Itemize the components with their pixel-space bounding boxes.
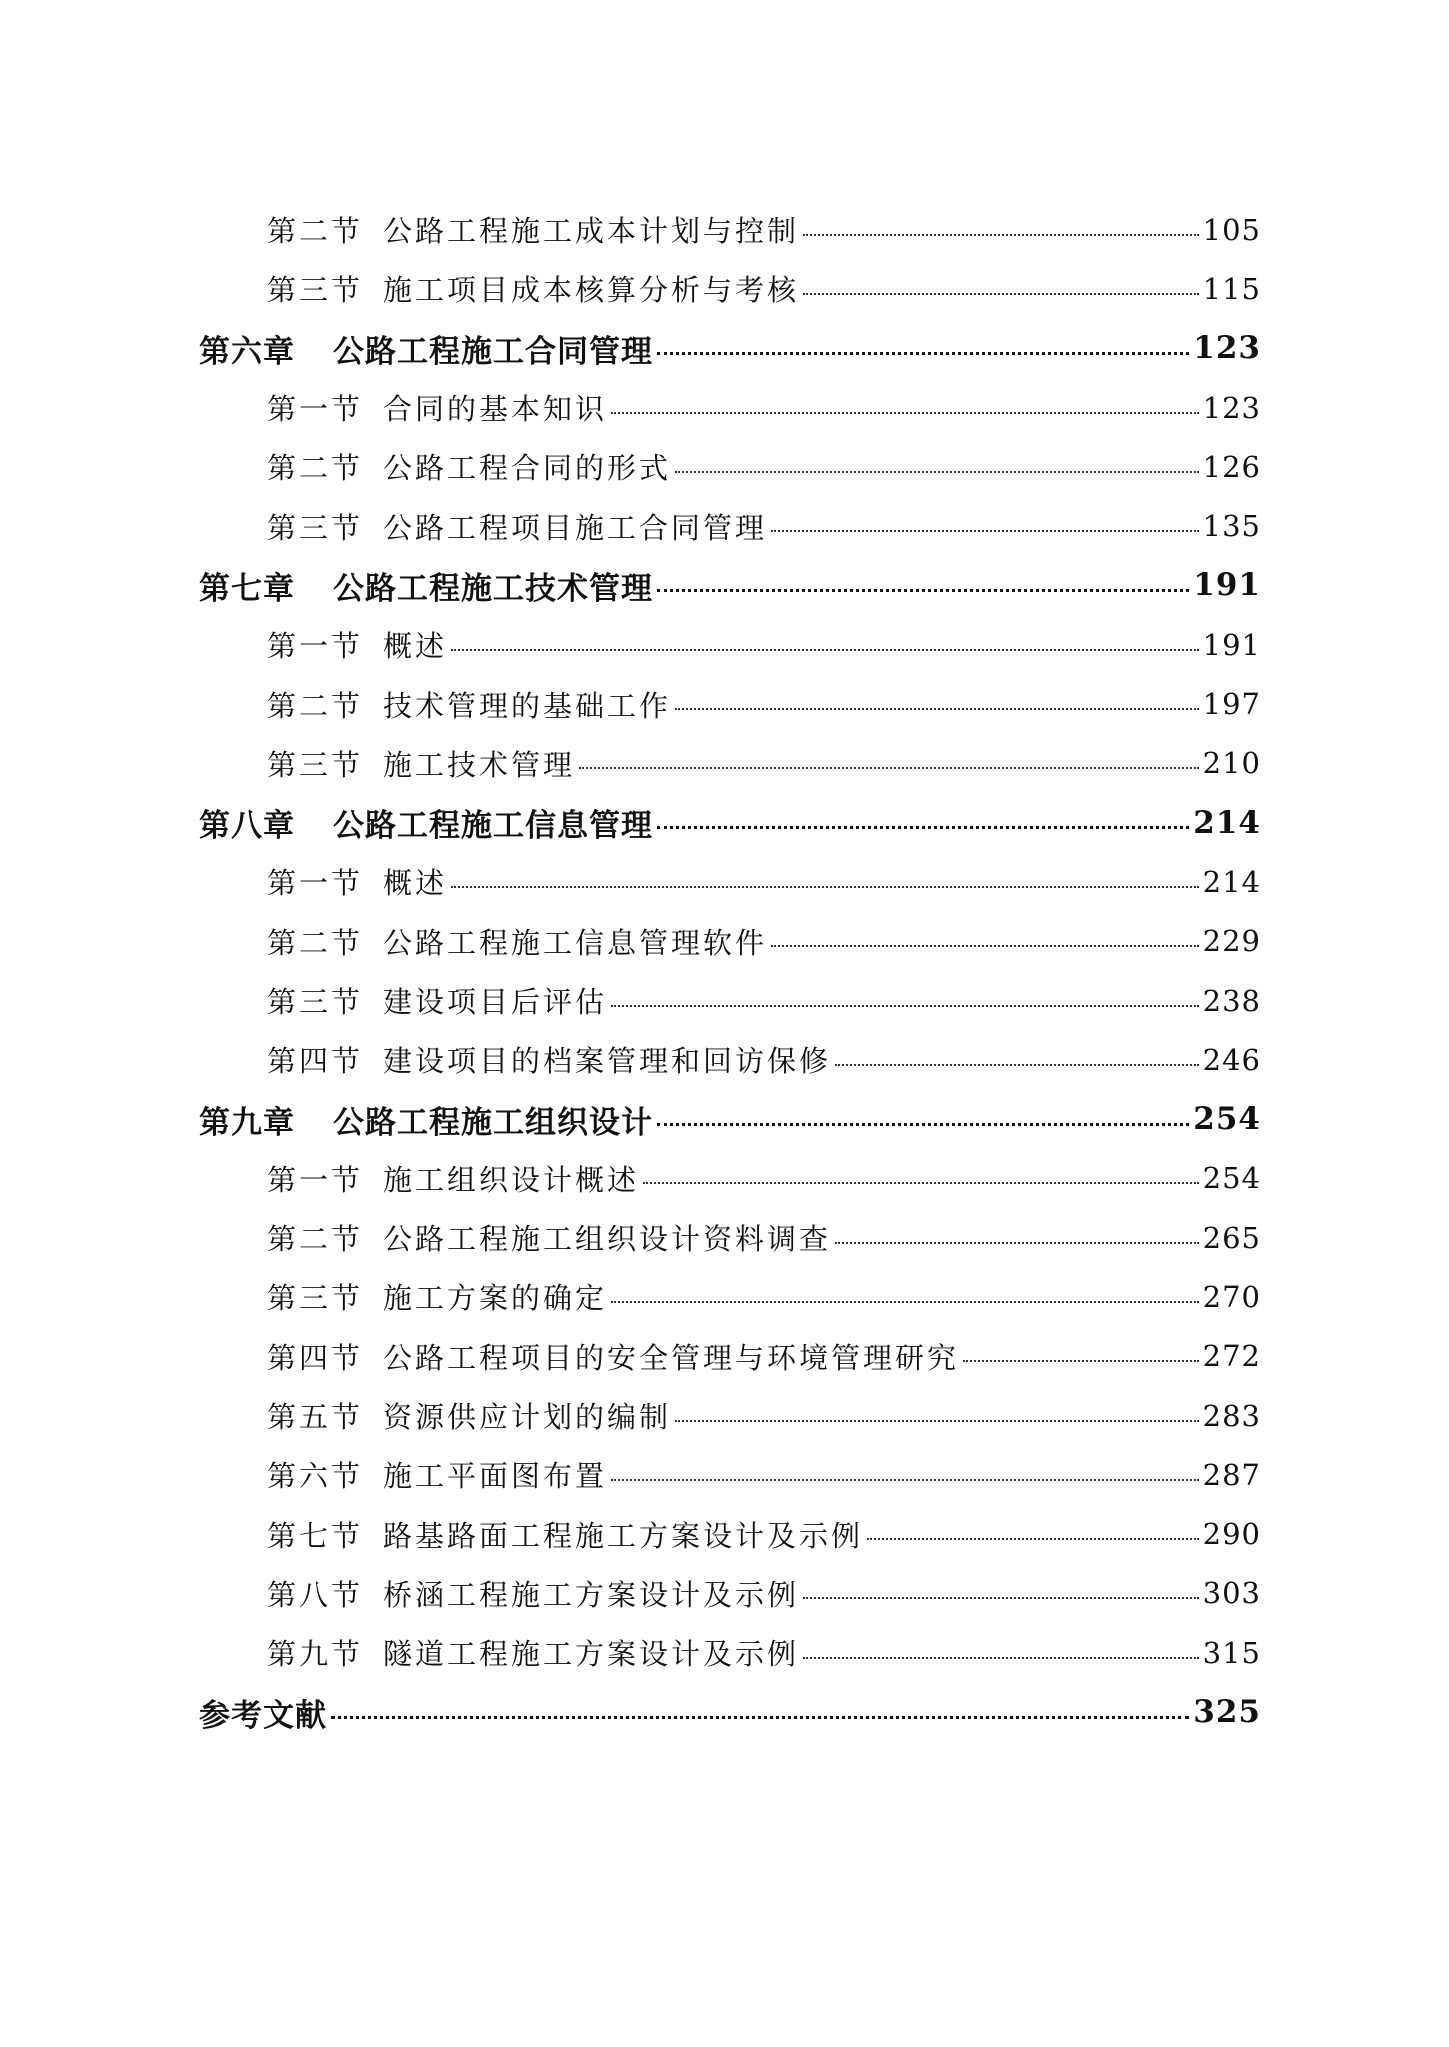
toc-entry-page: 123 [1193,330,1261,367]
toc-entry-label: 第三节 [267,1281,364,1316]
toc-entry-section[interactable] [0,1564,1261,1623]
toc-entry-title: 公路工程施工合同管理 [333,333,653,370]
dot-leader [657,826,1189,829]
toc-entry-section[interactable] [0,1149,1261,1208]
dot-leader [657,1123,1189,1126]
toc-entry-section[interactable] [0,496,1261,555]
dot-leader [643,1182,1199,1184]
toc-entry-title: 施工平面图布置 [383,1459,608,1494]
toc-entry-label: 第一节 [267,1162,364,1197]
toc-entry-section[interactable] [0,1623,1261,1682]
toc-entry-section[interactable] [0,1267,1261,1326]
toc-entry-section[interactable] [0,200,1261,259]
toc-entry-section[interactable] [0,912,1261,971]
toc-entry-label: 第八章 [199,808,295,845]
toc-entry-section[interactable] [0,1030,1261,1089]
dot-leader [451,649,1199,651]
toc-entry-page: 197 [1202,687,1261,722]
toc-entry-label: 第六节 [267,1459,364,1494]
toc-entry-page: 283 [1202,1398,1261,1433]
toc-entry-page: 315 [1202,1635,1261,1670]
toc-entry-label: 第五节 [267,1400,364,1435]
toc-entry-section[interactable] [0,615,1261,674]
dot-leader [675,1420,1199,1422]
toc-entry-page: 123 [1202,390,1261,425]
toc-entry-page: 214 [1193,804,1261,841]
toc-entry-section[interactable] [0,1505,1261,1564]
toc-entry-label: 第二节 [267,688,364,723]
dot-leader [675,471,1199,473]
toc-entry-label: 第三节 [267,747,364,782]
dot-leader [611,412,1199,414]
dot-leader [803,234,1199,236]
toc-entry-title: 合同的基本知识 [383,392,608,427]
toc-entry-title: 施工组织设计概述 [383,1162,640,1197]
toc-entry-chapter[interactable] [0,793,1261,852]
toc-entry-label: 第七节 [267,1518,364,1553]
toc-entry-section[interactable] [0,378,1261,437]
toc-entry-page: 210 [1202,746,1261,781]
toc-entry-title: 路基路面工程施工方案设计及示例 [383,1518,864,1553]
toc-entry-page: 135 [1202,509,1261,544]
toc-entry-chapter[interactable] [0,319,1261,378]
toc-entry-title: 公路工程合同的形式 [383,451,672,486]
toc-entry-page: 126 [1202,449,1261,484]
toc-entry-title: 建设项目后评估 [383,985,608,1019]
toc-entry-title: 公路工程项目的安全管理与环境管理研究 [383,1340,960,1375]
dot-leader [657,352,1189,355]
toc-entry-label: 第八节 [267,1577,364,1612]
dot-leader [675,708,1199,710]
dot-leader [657,589,1189,592]
dot-leader [867,1538,1199,1540]
toc-entry-section[interactable] [0,259,1261,318]
toc-entry-title: 公路工程施工组织设计 [333,1104,653,1141]
dot-leader [579,767,1199,769]
toc-entry-section[interactable] [0,1445,1261,1504]
toc-entry-page: 303 [1202,1576,1261,1611]
toc-entry-title: 施工方案的确定 [383,1281,608,1316]
toc-entry-label: 第一节 [267,629,364,664]
toc-entry-title: 施工技术管理 [383,747,576,782]
toc-entry-page: 105 [1202,212,1261,247]
toc-entry-title: 参考文献 [199,1697,327,1734]
toc-entry-section[interactable] [0,734,1261,793]
toc-entry-title: 公路工程施工信息管理 [333,808,653,845]
dot-leader [611,1479,1199,1481]
dot-leader [835,1064,1199,1066]
toc-entry-chapter[interactable] [0,1089,1261,1148]
toc-entry-label: 第三节 [267,985,364,1019]
toc-entry-page: 229 [1202,924,1261,959]
table-of-contents [0,200,1449,1742]
toc-entry-title: 公路工程施工技术管理 [333,570,653,607]
dot-leader [835,1242,1199,1244]
toc-entry-page: 246 [1202,1042,1261,1077]
dot-leader [803,1597,1199,1599]
toc-entry-label: 第三节 [267,510,364,545]
toc-entry-label: 第三节 [267,273,364,308]
toc-entry-section[interactable] [0,971,1261,1030]
toc-entry-section[interactable] [0,1386,1261,1445]
toc-entry-label: 第一节 [267,866,364,901]
toc-entry-title: 隧道工程施工方案设计及示例 [383,1637,800,1672]
toc-entry-page: 265 [1202,1220,1261,1255]
toc-entry-section[interactable] [0,1327,1261,1386]
toc-entry-page: 290 [1202,1517,1261,1552]
toc-entry-section[interactable] [0,674,1261,733]
toc-entry-title: 技术管理的基础工作 [383,688,672,723]
dot-leader [771,945,1199,947]
dot-leader [451,886,1199,888]
dot-leader [771,530,1199,532]
toc-entry-page: 191 [1193,567,1261,604]
toc-entry-page: 115 [1202,271,1261,306]
toc-entry-section[interactable] [0,852,1261,911]
toc-entry-label: 第九章 [199,1104,295,1141]
toc-entry-title: 建设项目的档案管理和回访保修 [383,1044,832,1079]
toc-entry-page: 254 [1193,1101,1261,1138]
toc-entry-title: 资源供应计划的编制 [383,1400,672,1435]
toc-entry-chapter[interactable] [0,556,1261,615]
toc-entry-label: 第四节 [267,1340,364,1375]
dot-leader [963,1360,1199,1362]
toc-entry-label: 第二节 [267,451,364,486]
toc-entry-label: 第二节 [267,214,364,249]
toc-entry-label: 第六章 [199,333,295,370]
toc-entry-references[interactable] [0,1682,1261,1741]
toc-entry-title: 公路工程施工信息管理软件 [383,925,768,960]
toc-entry-label: 第二节 [267,1222,364,1257]
dot-leader [611,1005,1199,1007]
toc-entry-page: 287 [1202,1457,1261,1492]
toc-entry-title: 公路工程施工成本计划与控制 [383,214,800,249]
toc-entry-section[interactable] [0,1208,1261,1267]
dot-leader [803,1657,1199,1659]
toc-entry-title: 公路工程项目施工合同管理 [383,510,768,545]
toc-entry-label: 第七章 [199,570,295,607]
toc-entry-title: 概述 [383,629,448,664]
toc-entry-page: 254 [1202,1161,1261,1196]
dot-leader [803,293,1199,295]
toc-entry-page: 191 [1202,627,1261,662]
dot-leader [331,1716,1189,1719]
toc-entry-label: 第一节 [267,392,364,427]
toc-entry-page: 272 [1202,1339,1261,1374]
toc-entry-page: 270 [1202,1279,1261,1314]
toc-entry-label: 第四节 [267,1044,364,1079]
toc-entry-label: 第九节 [267,1637,364,1672]
toc-entry-title: 公路工程施工组织设计资料调查 [383,1222,832,1257]
toc-entry-label: 第二节 [267,925,364,960]
toc-entry-title: 施工项目成本核算分析与考核 [383,273,800,308]
toc-entry-section[interactable] [0,437,1261,496]
toc-entry-title: 桥涵工程施工方案设计及示例 [383,1577,800,1612]
toc-entry-page: 325 [1193,1694,1261,1731]
dot-leader [611,1301,1199,1303]
toc-entry-title: 概述 [383,866,448,901]
toc-entry-page: 238 [1202,983,1261,1018]
toc-entry-page: 214 [1202,864,1261,899]
